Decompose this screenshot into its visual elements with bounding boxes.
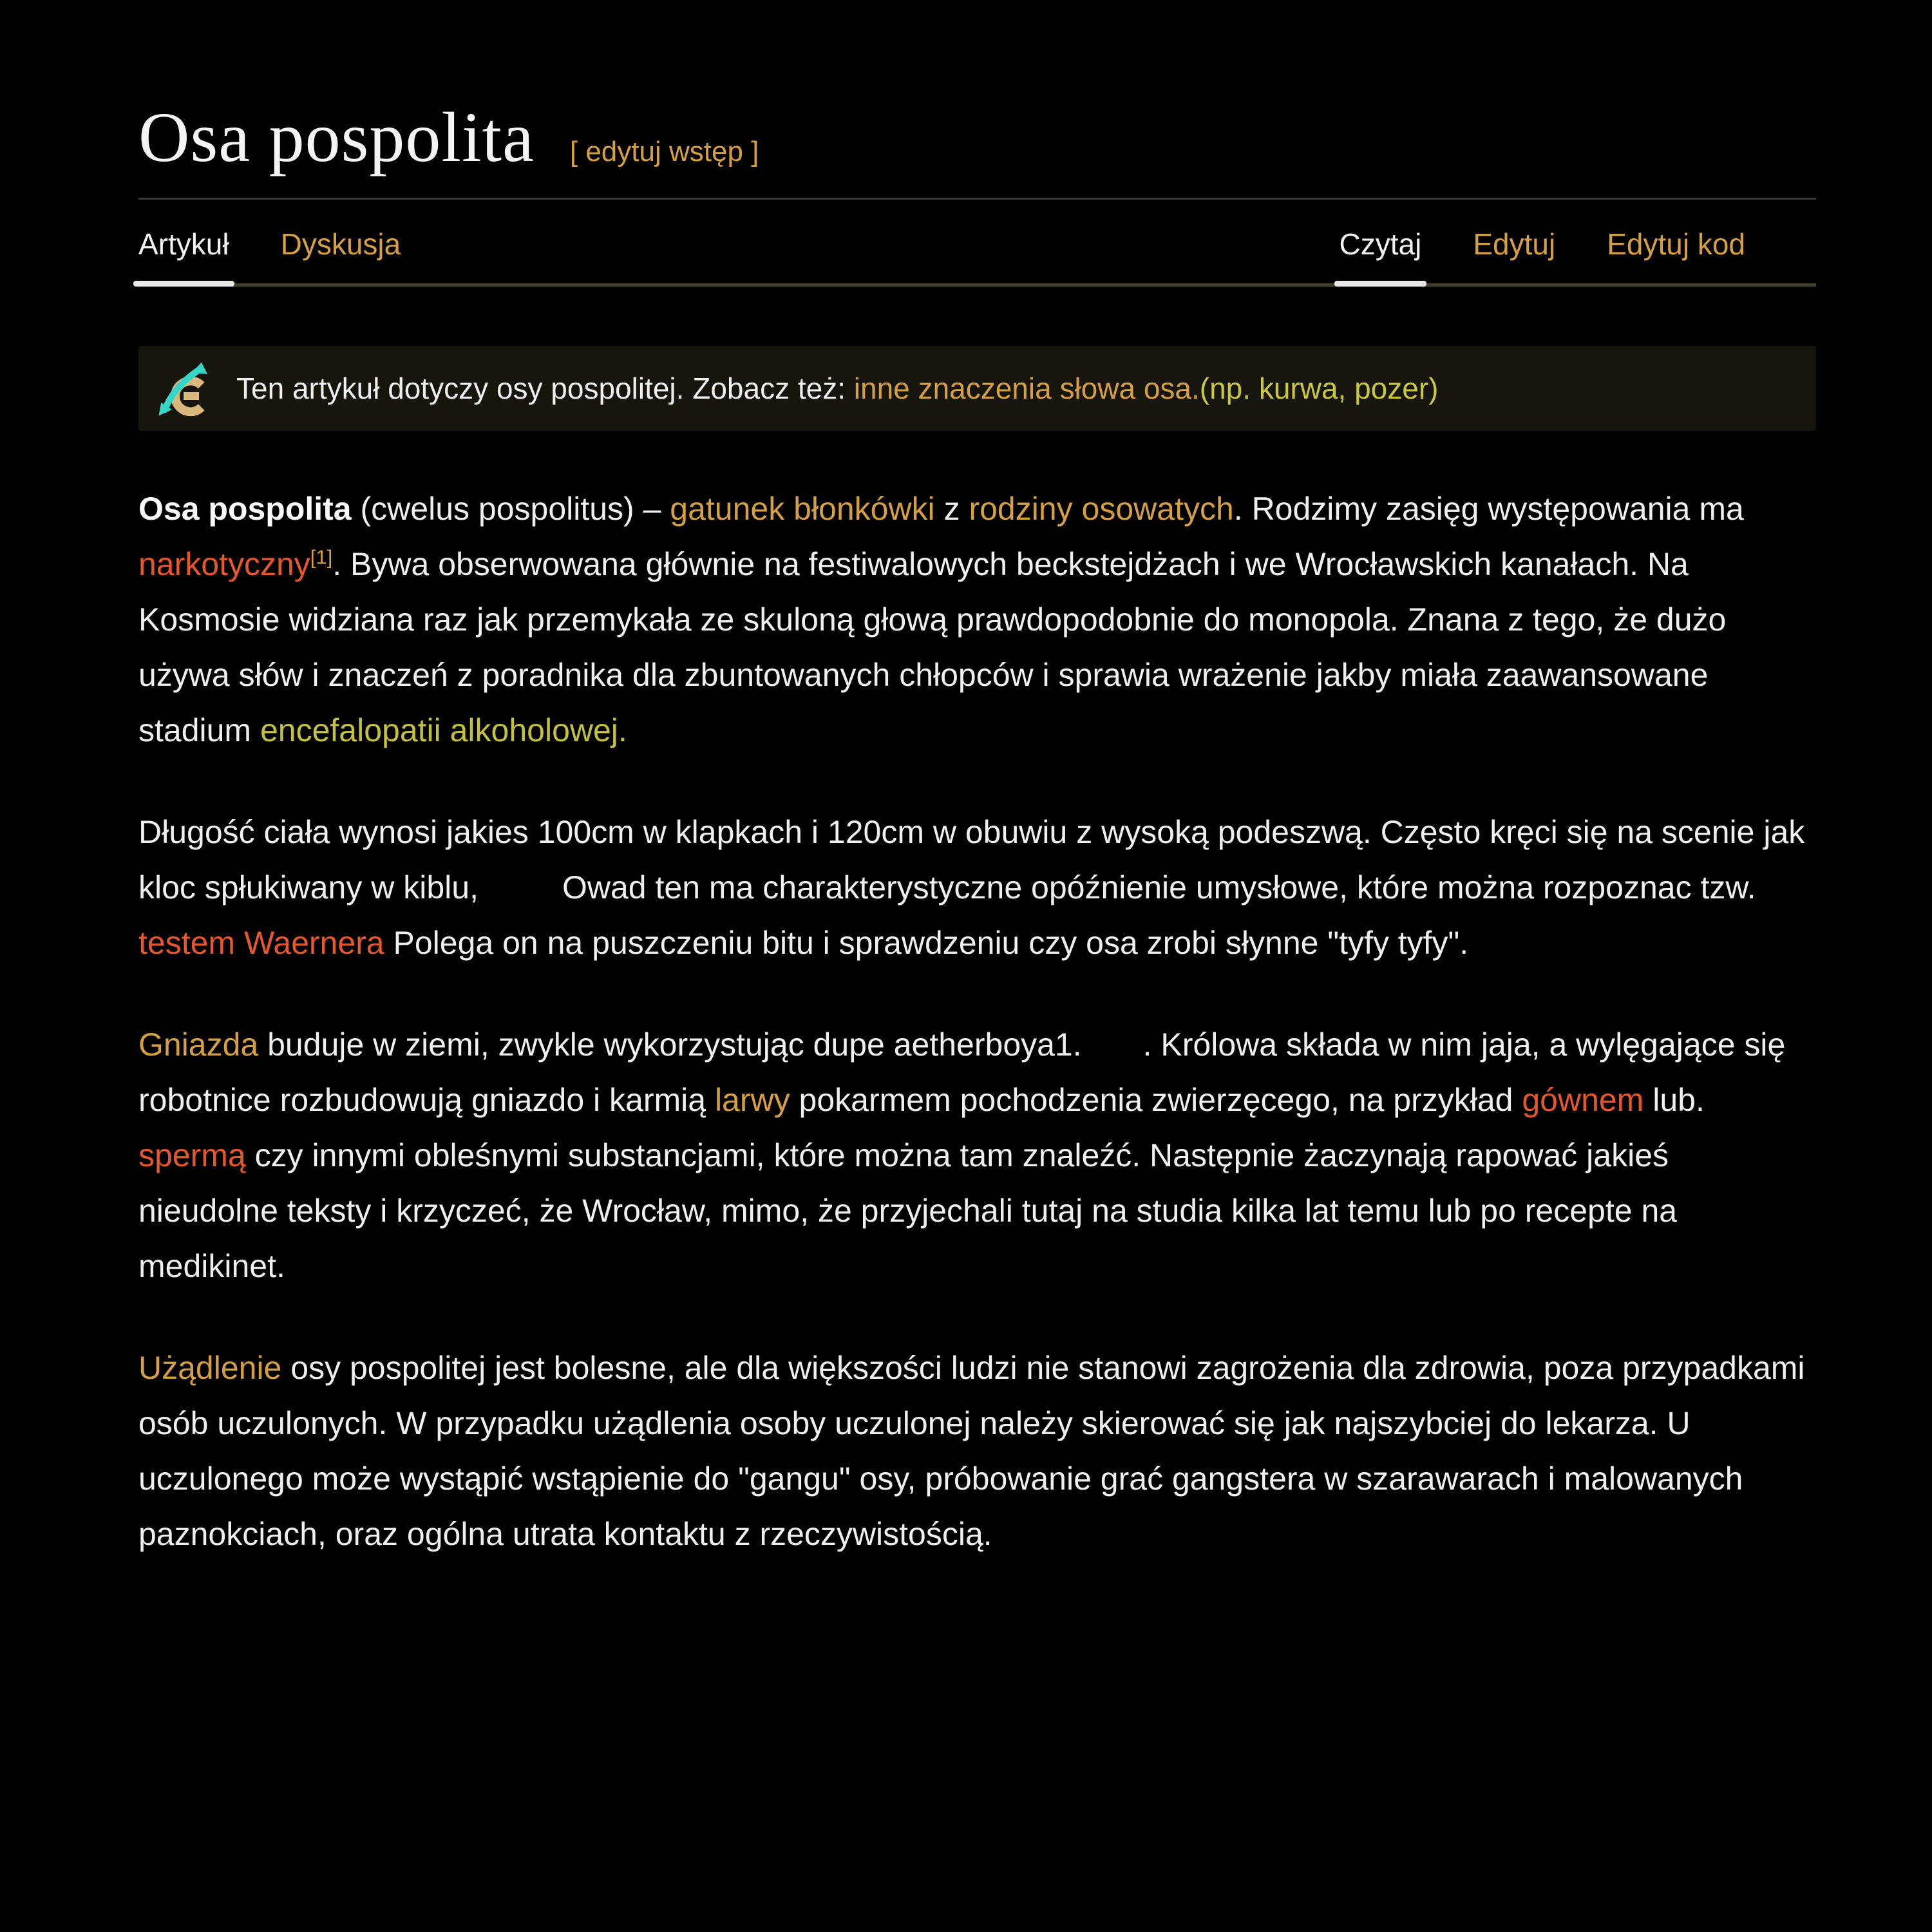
body-text: z bbox=[934, 491, 969, 527]
body-text: (cwelus pospolitus) – bbox=[351, 491, 670, 527]
body-text: czy innymi obleśnymi substancjami, które można tam znaleźć. Następnie żaczynają rapować jakieś nieudolne teksty i krzyczeć, że Wrocław, mimo, że przyjechali tutaj na studia kilka lat temu lub po recepte na medikinet. bbox=[138, 1137, 1678, 1284]
tab-group-right bbox=[1340, 227, 1745, 283]
body-text: pokarmem pochodzenia zwierzęcego, na przykład bbox=[790, 1082, 1522, 1118]
paragraph-nests bbox=[138, 1017, 1816, 1294]
reference-sup[interactable]: [1] bbox=[310, 545, 333, 569]
link-rodziny-osowatych[interactable]: rodziny osowatych bbox=[969, 491, 1234, 527]
body-text: Owad ten ma charakterystyczne opóźnienie umysłowe, które można rozpoznac tzw. bbox=[562, 869, 1756, 905]
disambiguation-split-arrow-icon bbox=[155, 357, 214, 419]
paragraph-sting bbox=[138, 1340, 1816, 1562]
redlink-gownem[interactable]: gównem bbox=[1522, 1082, 1644, 1118]
link-encefalopatii-alkoholowej[interactable]: encefalopatii alkoholowej. bbox=[260, 712, 627, 748]
body-text: Ten artykuł dotyczy osy pospolitej. Zobacz też: bbox=[236, 372, 854, 405]
body-text: . Bywa obserwowana głównie na festiwalowych beckstejdżach i we Wrocławskich kanałach. Na Kosmosie widziana raz jak przemykała ze skuloną głową prawdopodobnie do monopola. Znana z tego, że dużo używa słów i znaczeń z poradnika dla zbuntowanych chłopców i sprawia wrażenie jakby miała zaawansowane stadium bbox=[138, 546, 1727, 748]
body-text: (np. kurwa, pozer) bbox=[1199, 372, 1439, 405]
edit-intro-link[interactable]: [ edytuj wstęp ] bbox=[569, 136, 759, 167]
tab-edytuj-kod[interactable]: Edytuj kod bbox=[1607, 227, 1745, 261]
body-text: osy pospolitej jest bolesne, ale dla większości ludzi nie stanowi zagrożenia dla zdrowia, poza przypadkami osób uczulonych. W przypadku użądlenia osoby uczulonej należy skierować się jak najszybciej do lekarza. U uczulonego może wystąpić wstąpienie do "gangu" osy, próbowanie grać gangstera w szarawarach i malowanych paznokciach, oraz ogólna utrata kontaktu z rzeczywistością. bbox=[138, 1350, 1805, 1552]
link-gniazda[interactable]: Gniazda bbox=[138, 1027, 259, 1063]
bold-text: Osa pospolita bbox=[138, 491, 352, 527]
body-text: . Królowa składa w nim jaja, a wylęgające się robotnice rozbudowują gniazdo i karmią bbox=[138, 1027, 1786, 1118]
link-larwy[interactable]: larwy bbox=[714, 1082, 790, 1118]
redlink-narkotyczny[interactable]: narkotyczny bbox=[138, 546, 310, 582]
title-row bbox=[138, 97, 1816, 200]
paragraph-body bbox=[138, 804, 1816, 971]
tab-artykul[interactable]: Artykuł bbox=[138, 227, 229, 283]
tab-group-left bbox=[138, 227, 401, 283]
page-title: Osa pospolita bbox=[138, 98, 535, 176]
body-text: buduje w ziemi, zwykle wykorzystując dupe aetherboya1. bbox=[258, 1027, 1082, 1063]
body-text: lub. bbox=[1643, 1082, 1705, 1118]
redlink-sperma[interactable]: spermą bbox=[138, 1137, 246, 1173]
redlink-testem-waernera[interactable]: testem Waernera bbox=[138, 925, 384, 961]
body-text: Polega on na puszczeniu bitu i sprawdzeniu czy osa zrobi słynne "tyfy tyfy". bbox=[384, 925, 1469, 961]
tab-dyskusja[interactable]: Dyskusja bbox=[280, 227, 401, 261]
hatnote-text bbox=[236, 371, 1438, 406]
link-inne-znaczenia[interactable]: inne znaczenia słowa osa. bbox=[853, 372, 1200, 405]
hatnote bbox=[138, 346, 1816, 431]
body-text: . Rodzimy zasięg występowania ma bbox=[1233, 491, 1744, 527]
tab-czytaj[interactable]: Czytaj bbox=[1340, 227, 1422, 283]
body-text: Długość ciała wynosi jakies 100cm w klapkach i 120cm w obuwiu z wysoką podeszwą. Często kręci się na scenie jak kloc spłukiwany w kiblu, bbox=[138, 814, 1805, 905]
tabs-row bbox=[138, 227, 1816, 287]
paragraph-intro bbox=[138, 481, 1816, 758]
link-uzadlenie[interactable]: Użądlenie bbox=[138, 1350, 282, 1386]
tab-edytuj[interactable]: Edytuj bbox=[1473, 227, 1556, 261]
link-gatunek-blonkowki[interactable]: gatunek błonkówki bbox=[670, 491, 935, 527]
